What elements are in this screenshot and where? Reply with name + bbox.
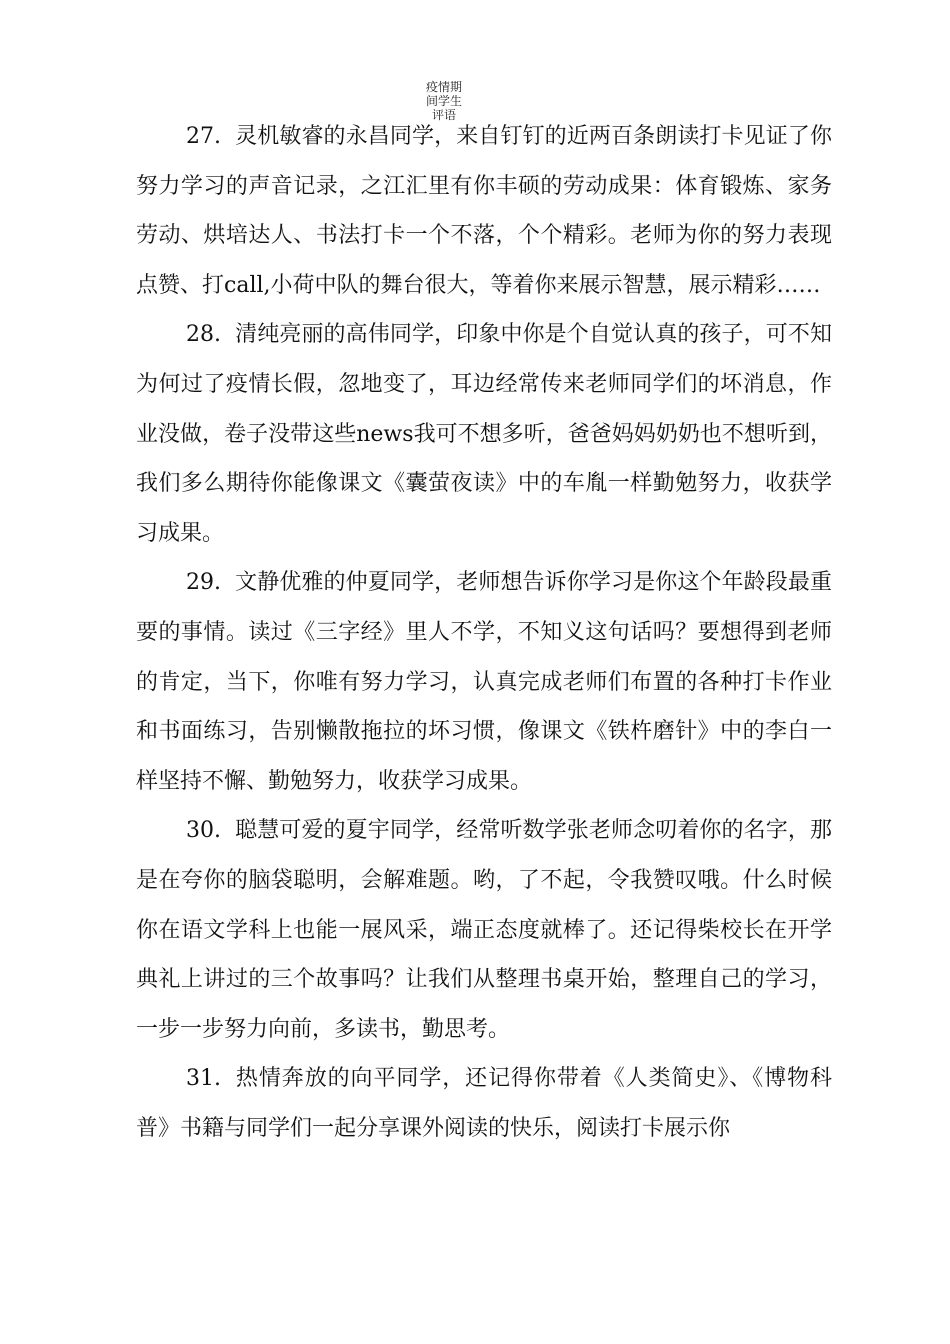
paragraph-text: 聪慧可爱的夏宇同学，经常听数学张老师念叨着你的名字，那是在夸你的脑袋聪明，会解难题。哟，了不起，令我赞叹哦。什么时候你在语文学科上也能一展风采，端正态度就棒了。还记得柴校长在开学典礼上讲过的三个故事吗？让我们从整理书桌开始，整理自己的学习，一步一步努力向前，多读书，勤思考。 — [136, 818, 832, 1042]
header-line: 疫情期 — [425, 80, 462, 94]
paragraph-number: 28. — [186, 322, 221, 348]
paragraph-number: 30. — [186, 818, 221, 844]
header-line: 评语 — [431, 108, 456, 122]
paragraph-text: 热情奔放的向平同学，还记得你带着《人类简史》、《博物科普》书籍与同学们一起分享课外阅读的快乐，阅读打卡展示你 — [136, 1066, 832, 1141]
comments-body — [136, 112, 832, 1153]
comment-paragraph-30 — [136, 806, 832, 1054]
comment-paragraph-29 — [136, 558, 832, 806]
header-line: 间学生 — [425, 94, 462, 108]
comment-paragraph-28 — [136, 310, 832, 558]
paragraph-text: 灵机敏睿的永昌同学，来自钉钉的近两百条朗读打卡见证了你努力学习的声音记录，之江汇里有你丰硕的劳动成果：体育锻炼、家务劳动、烘培达人、书法打卡一个不落，个个精彩。老师为你的努力表现点赞、打call,小荷中队的舞台很大，等着你来展示智慧，展示精彩…… — [136, 124, 832, 298]
comment-paragraph-27 — [136, 112, 832, 310]
paragraph-number: 27. — [186, 124, 221, 149]
paragraph-number: 31. — [186, 1066, 221, 1092]
comment-paragraph-31 — [136, 1054, 832, 1153]
paragraph-text: 清纯亮丽的高伟同学，印象中你是个自觉认真的孩子，可不知为何过了疫情长假，忽地变了，耳边经常传来老师同学们的坏消息，作业没做，卷子没带这些news我可不想多听，爸爸妈妈奶奶也不想听到，我们多么期待你能像课文《囊萤夜读》中的车胤一样勤勉努力，收获学习成果。 — [136, 322, 832, 546]
paragraph-number: 29. — [186, 570, 221, 596]
paragraph-text: 文静优雅的仲夏同学，老师想告诉你学习是你这个年龄段最重要的事情。读过《三字经》里人不学，不知义这句话吗？要想得到老师的肯定，当下，你唯有努力学习，认真完成老师们布置的各种打卡作业和书面练习，告别懒散拖拉的坏习惯，像课文《铁杵磨针》中的李白一样坚持不懈、勤勉努力，收获学习成果。 — [136, 570, 832, 794]
